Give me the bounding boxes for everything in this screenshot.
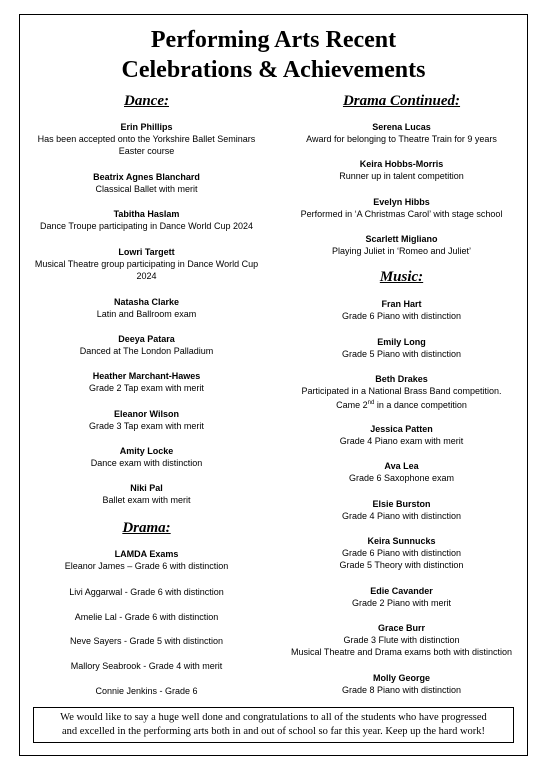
achievement-text: Latin and Ballroom exam: [96, 309, 197, 319]
drama-entry: [283, 158, 520, 182]
music-heading: Music:: [379, 269, 424, 285]
student-name: Elsie Burston: [372, 499, 431, 509]
achievement-text: Dance exam with distinction: [90, 458, 203, 468]
drama-heading: Drama:: [122, 520, 171, 536]
student-name: Molly George: [372, 673, 430, 683]
achievement-text: Ballet exam with merit: [102, 495, 191, 505]
music-entry: [283, 672, 520, 696]
dance-entry: [26, 370, 267, 394]
student-name: Keira Sunnucks: [367, 536, 436, 546]
student-name: Deeya Patara: [118, 334, 175, 344]
student-name: Lowri Targett: [118, 247, 175, 257]
achievement-text: 2024: [136, 271, 157, 281]
student-name: Heather Marchant-Hawes: [92, 371, 201, 381]
music-entry: [283, 498, 520, 522]
music-entry: [283, 298, 520, 322]
achievement-text-part: Came 2: [336, 400, 368, 410]
dance-entry: [26, 445, 267, 469]
achievement-text: Classical Ballet with merit: [95, 184, 198, 194]
student-name: Amity Locke: [119, 446, 174, 456]
achievement-text: Has been accepted onto the Yorkshire Ballet Seminars: [37, 134, 256, 144]
achievement-text: Easter course: [118, 146, 175, 156]
drama-entry: [283, 121, 520, 145]
student-name: Natasha Clarke: [113, 297, 180, 307]
achievement-text: Musical Theatre group participating in Dance World Cup: [34, 259, 259, 269]
lamda-title: LAMDA Exams: [114, 549, 179, 559]
achievement-text: Grade 6 Piano with distinction: [341, 548, 462, 558]
student-name: Beth Drakes: [375, 374, 428, 384]
achievement-text: Dance Troupe participating in Dance World Cup 2024: [40, 221, 253, 231]
student-name: Jessica Patten: [370, 424, 433, 434]
achievement-text-part: in a dance competition: [374, 400, 467, 410]
music-entry: [283, 535, 520, 571]
music-entry: [283, 373, 520, 411]
dance-entry: [26, 208, 267, 232]
achievement-text: Musical Theatre and Drama exams both with distinction: [291, 647, 512, 657]
achievement-text: Grade 5 Theory with distinction: [339, 560, 464, 570]
lamda-result: Mallory Seabrook - Grade 4 with merit: [70, 661, 223, 671]
achievement-text: Grade 3 Tap exam with merit: [89, 421, 204, 431]
dance-entry: [26, 121, 267, 157]
student-name: Evelyn Hibbs: [373, 197, 430, 207]
music-entry: [283, 622, 520, 658]
music-entry: [283, 336, 520, 360]
achievement-text: Grade 4 Piano exam with merit: [339, 436, 464, 446]
achievement-text: Award for belonging to Theatre Train for 9 years: [306, 134, 497, 144]
dance-entry: [26, 408, 267, 432]
achievement-text: Runner up in talent competition: [339, 171, 464, 181]
footer-line-1: We would like to say a huge well done and congratulations to all of the students who have progressed: [60, 712, 487, 723]
achievement-text: [283, 397, 520, 411]
student-name: Eleanor Wilson: [114, 409, 179, 419]
lamda-exams: [26, 548, 267, 572]
footer-line-2: and excelled in the performing arts both in and out of school so far this year. Keep up the hard work!: [61, 726, 486, 737]
student-name: Fran Hart: [381, 299, 422, 309]
music-entry: [283, 460, 520, 484]
lamda-result: Eleanor James – Grade 6 with distinction: [64, 561, 229, 571]
lamda-result: Livi Aggarwal - Grade 6 with distinction: [69, 587, 224, 597]
student-name: Edie Cavander: [370, 586, 433, 596]
student-name: Beatrix Agnes Blanchard: [93, 172, 200, 182]
dance-entry: [26, 333, 267, 357]
ordinal-suffix: nd: [367, 400, 375, 406]
dance-entry: [26, 171, 267, 195]
achievement-text: Playing Juliet in ‘Romeo and Juliet’: [331, 246, 472, 256]
right-column: [283, 0, 520, 774]
student-name: Grace Burr: [377, 623, 426, 633]
drama-entry: [283, 196, 520, 220]
lamda-result: Connie Jenkins - Grade 6: [95, 686, 198, 696]
achievement-text: Grade 6 Saxophone exam: [348, 473, 455, 483]
achievement-text: Grade 5 Piano with distinction: [341, 349, 462, 359]
student-name: Erin Phillips: [120, 122, 173, 132]
left-column: [26, 0, 267, 774]
achievement-text: Grade 8 Piano with distinction: [341, 685, 462, 695]
drama-continued-heading: Drama Continued:: [342, 93, 461, 109]
achievement-text: Performed in ‘A Christmas Carol’ with stage school: [300, 209, 503, 219]
achievement-text: Grade 3 Flute with distinction: [343, 635, 460, 645]
dance-entry: [26, 482, 267, 506]
achievement-text: Grade 2 Tap exam with merit: [89, 383, 204, 393]
page-title-line-2: Celebrations & Achievements: [121, 57, 426, 83]
dance-heading: Dance:: [124, 93, 169, 109]
student-name: Emily Long: [377, 337, 426, 347]
achievement-text: Grade 2 Piano with merit: [351, 598, 452, 608]
student-name: Serena Lucas: [372, 122, 431, 132]
student-name: Ava Lea: [384, 461, 419, 471]
achievement-text: Danced at The London Palladium: [79, 346, 214, 356]
achievement-text: Grade 6 Piano with distinction: [341, 311, 462, 321]
student-name: Niki Pal: [130, 483, 163, 493]
page-title-line-1: Performing Arts Recent: [150, 27, 397, 53]
drama-entry: [283, 233, 520, 257]
music-entry: [283, 585, 520, 609]
lamda-result: Neve Sayers - Grade 5 with distinction: [69, 636, 224, 646]
student-name: Scarlett Migliano: [365, 234, 438, 244]
dance-entry: [26, 246, 267, 282]
dance-entry: [26, 296, 267, 320]
achievement-text: Participated in a National Brass Band competition.: [301, 386, 502, 396]
student-name: Keira Hobbs-Morris: [359, 159, 444, 169]
music-entry: [283, 423, 520, 447]
lamda-result: Amelie Lal - Grade 6 with distinction: [74, 612, 219, 622]
student-name: Tabitha Haslam: [113, 209, 180, 219]
achievement-text: Grade 4 Piano with distinction: [341, 511, 462, 521]
congratulations-box: [33, 707, 514, 743]
